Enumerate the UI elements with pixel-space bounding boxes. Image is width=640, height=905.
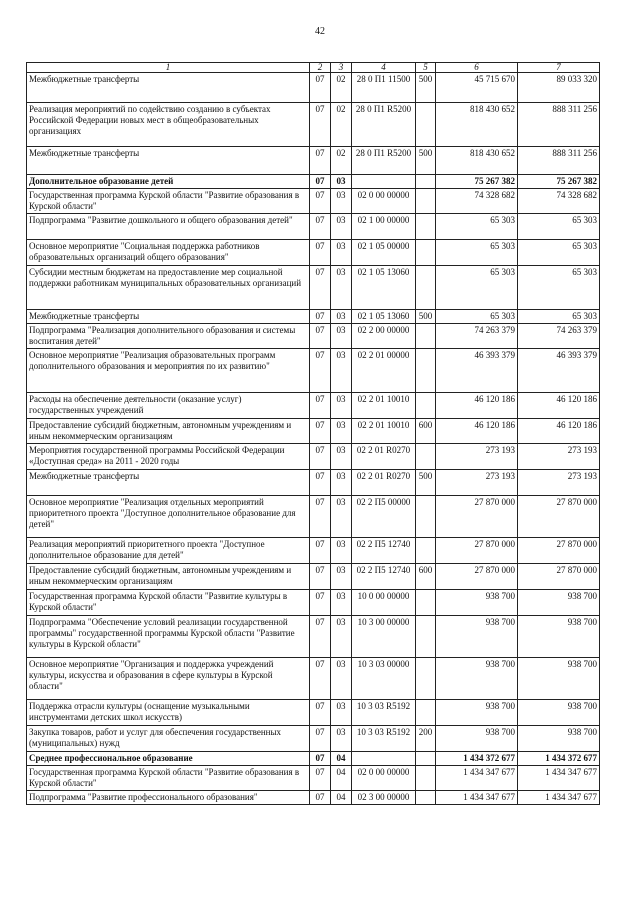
cell-amount-col6: 65 303 <box>436 240 518 266</box>
cell-name: Межбюджетные трансферты <box>27 470 310 496</box>
cell-target-article: 02 1 05 13060 <box>352 266 416 310</box>
cell-amount-col7: 74 263 379 <box>518 324 600 349</box>
table-row <box>27 470 600 496</box>
cell-amount-col7: 938 700 <box>518 726 600 752</box>
cell-amount-col6: 45 715 670 <box>436 73 518 103</box>
cell-target-article: 10 3 00 00000 <box>352 616 416 658</box>
cell-name: Государственная программа Курской области "Развитие образования в Курской области" <box>27 766 310 791</box>
cell-amount-col7: 74 328 682 <box>518 189 600 214</box>
table-row <box>27 700 600 726</box>
table-row <box>27 73 600 103</box>
cell-section: 07 <box>310 419 331 444</box>
table-row <box>27 103 600 147</box>
cell-target-article <box>352 752 416 766</box>
cell-subsection: 03 <box>331 470 352 496</box>
cell-expense-type <box>416 324 436 349</box>
cell-section: 07 <box>310 470 331 496</box>
cell-target-article: 02 0 00 00000 <box>352 189 416 214</box>
cell-amount-col7: 65 303 <box>518 240 600 266</box>
table-row <box>27 240 600 266</box>
cell-target-article <box>352 175 416 189</box>
cell-expense-type: 500 <box>416 147 436 175</box>
cell-name: Среднее профессиональное образование <box>27 752 310 766</box>
cell-expense-type: 500 <box>416 470 436 496</box>
cell-section: 07 <box>310 324 331 349</box>
cell-target-article: 28 0 П1 R5200 <box>352 147 416 175</box>
cell-amount-col6: 273 193 <box>436 470 518 496</box>
cell-expense-type <box>416 791 436 805</box>
cell-subsection: 02 <box>331 73 352 103</box>
cell-amount-col7: 46 120 186 <box>518 393 600 419</box>
cell-expense-type <box>416 189 436 214</box>
cell-expense-type: 500 <box>416 310 436 324</box>
cell-expense-type: 600 <box>416 419 436 444</box>
column-header: 2 <box>310 63 331 73</box>
cell-amount-col6: 27 870 000 <box>436 538 518 564</box>
cell-expense-type: 200 <box>416 726 436 752</box>
table-row <box>27 564 600 590</box>
cell-target-article: 28 0 П1 R5200 <box>352 103 416 147</box>
cell-amount-col7: 46 120 186 <box>518 419 600 444</box>
cell-section: 07 <box>310 726 331 752</box>
cell-name: Основное мероприятие "Реализация образовательных программ дополнительного образования и мероприятия по их развитию" <box>27 349 310 393</box>
budget-table <box>26 62 600 805</box>
cell-amount-col6: 938 700 <box>436 700 518 726</box>
cell-target-article: 10 0 00 00000 <box>352 590 416 616</box>
cell-section: 07 <box>310 658 331 700</box>
cell-subsection: 03 <box>331 700 352 726</box>
cell-amount-col6: 938 700 <box>436 726 518 752</box>
cell-expense-type <box>416 214 436 240</box>
column-header: 4 <box>352 63 416 73</box>
cell-subsection: 03 <box>331 214 352 240</box>
cell-target-article: 02 2 00 00000 <box>352 324 416 349</box>
column-header: 5 <box>416 63 436 73</box>
cell-section: 07 <box>310 147 331 175</box>
column-header: 3 <box>331 63 352 73</box>
cell-expense-type <box>416 752 436 766</box>
cell-subsection: 03 <box>331 175 352 189</box>
column-header: 1 <box>27 63 310 73</box>
cell-amount-col7: 888 311 256 <box>518 147 600 175</box>
cell-amount-col6: 65 303 <box>436 266 518 310</box>
cell-section: 07 <box>310 349 331 393</box>
cell-amount-col6: 938 700 <box>436 658 518 700</box>
cell-subsection: 04 <box>331 791 352 805</box>
cell-subsection: 03 <box>331 726 352 752</box>
cell-target-article: 02 2 П5 12740 <box>352 538 416 564</box>
cell-section: 07 <box>310 103 331 147</box>
cell-section: 07 <box>310 310 331 324</box>
table-row <box>27 496 600 538</box>
cell-target-article: 10 3 03 R5192 <box>352 700 416 726</box>
cell-section: 07 <box>310 266 331 310</box>
cell-target-article: 02 3 00 00000 <box>352 791 416 805</box>
cell-amount-col7: 1 434 347 677 <box>518 766 600 791</box>
cell-subsection: 03 <box>331 444 352 470</box>
cell-amount-col6: 273 193 <box>436 444 518 470</box>
cell-target-article: 02 1 05 00000 <box>352 240 416 266</box>
cell-amount-col6: 938 700 <box>436 616 518 658</box>
cell-subsection: 04 <box>331 752 352 766</box>
cell-target-article: 10 3 03 R5192 <box>352 726 416 752</box>
page-number: 42 <box>315 26 325 37</box>
cell-expense-type: 500 <box>416 73 436 103</box>
cell-amount-col7: 938 700 <box>518 616 600 658</box>
cell-section: 07 <box>310 444 331 470</box>
cell-expense-type <box>416 349 436 393</box>
cell-target-article: 02 2 П5 00000 <box>352 496 416 538</box>
cell-subsection: 03 <box>331 496 352 538</box>
cell-amount-col6: 27 870 000 <box>436 564 518 590</box>
cell-target-article: 02 2 01 R0270 <box>352 470 416 496</box>
cell-expense-type <box>416 175 436 189</box>
cell-section: 07 <box>310 496 331 538</box>
cell-amount-col7: 938 700 <box>518 658 600 700</box>
table-row <box>27 419 600 444</box>
cell-expense-type: 600 <box>416 564 436 590</box>
cell-target-article: 02 2 01 R0270 <box>352 444 416 470</box>
cell-amount-col7: 1 434 347 677 <box>518 791 600 805</box>
cell-subsection: 03 <box>331 189 352 214</box>
cell-subsection: 03 <box>331 564 352 590</box>
cell-name: Реализация мероприятий по содействию созданию в субъектах Российской Федерации новых мест в общеобразовательных организациях <box>27 103 310 147</box>
cell-expense-type <box>416 103 436 147</box>
cell-section: 07 <box>310 189 331 214</box>
table-row <box>27 766 600 791</box>
cell-name: Основное мероприятие "Организация и поддержка учреждений культуры, искусства и образования в сфере культуры в Курской области" <box>27 658 310 700</box>
cell-section: 07 <box>310 564 331 590</box>
cell-amount-col7: 46 393 379 <box>518 349 600 393</box>
table-row <box>27 444 600 470</box>
cell-name: Мероприятия государственной программы Российской Федерации «Доступная среда» на 2011 - 2020 годы <box>27 444 310 470</box>
table-row <box>27 538 600 564</box>
cell-name: Межбюджетные трансферты <box>27 73 310 103</box>
cell-amount-col6: 938 700 <box>436 590 518 616</box>
table-row <box>27 349 600 393</box>
cell-name: Государственная программа Курской области "Развитие образования в Курской области" <box>27 189 310 214</box>
cell-target-article: 02 2 01 10010 <box>352 393 416 419</box>
cell-subsection: 03 <box>331 310 352 324</box>
table-row <box>27 147 600 175</box>
cell-target-article: 02 0 00 00000 <box>352 766 416 791</box>
cell-target-article: 02 2 01 00000 <box>352 349 416 393</box>
cell-name: Закупка товаров, работ и услуг для обеспечения государственных (муниципальных) нужд <box>27 726 310 752</box>
cell-section: 07 <box>310 538 331 564</box>
cell-name: Основное мероприятие "Социальная поддержка работников образовательных организаций общего образования" <box>27 240 310 266</box>
cell-name: Межбюджетные трансферты <box>27 310 310 324</box>
cell-target-article: 02 1 00 00000 <box>352 214 416 240</box>
cell-section: 07 <box>310 240 331 266</box>
cell-expense-type <box>416 616 436 658</box>
cell-amount-col7: 65 303 <box>518 214 600 240</box>
cell-target-article: 02 2 П5 12740 <box>352 564 416 590</box>
cell-subsection: 03 <box>331 266 352 310</box>
cell-amount-col6: 74 328 682 <box>436 189 518 214</box>
cell-name: Предоставление субсидий бюджетным, автономным учреждениям и иным некоммерческим организациям <box>27 419 310 444</box>
cell-subsection: 03 <box>331 393 352 419</box>
table-row <box>27 266 600 310</box>
cell-section: 07 <box>310 616 331 658</box>
cell-amount-col6: 65 303 <box>436 310 518 324</box>
cell-subsection: 03 <box>331 349 352 393</box>
cell-expense-type <box>416 240 436 266</box>
cell-name: Основное мероприятие "Реализация отдельных мероприятий приоритетного проекта "Доступное дополнительное образование для детей" <box>27 496 310 538</box>
cell-name: Подпрограмма "Развитие дошкольного и общего образования детей" <box>27 214 310 240</box>
cell-amount-col6: 27 870 000 <box>436 496 518 538</box>
cell-amount-col6: 1 434 347 677 <box>436 766 518 791</box>
table-row <box>27 393 600 419</box>
cell-subsection: 03 <box>331 538 352 564</box>
table-row <box>27 310 600 324</box>
cell-name: Подпрограмма "Обеспечение условий реализации государственной программы" государственной программы Курской области "Развитие культуры в Курской области" <box>27 616 310 658</box>
cell-amount-col7: 27 870 000 <box>518 538 600 564</box>
table-body <box>27 73 600 805</box>
cell-name: Дополнительное образование детей <box>27 175 310 189</box>
cell-subsection: 02 <box>331 103 352 147</box>
cell-name: Межбюджетные трансферты <box>27 147 310 175</box>
table-row <box>27 324 600 349</box>
cell-amount-col7: 888 311 256 <box>518 103 600 147</box>
table-row <box>27 658 600 700</box>
cell-subsection: 03 <box>331 658 352 700</box>
cell-section: 07 <box>310 73 331 103</box>
cell-amount-col6: 46 393 379 <box>436 349 518 393</box>
cell-subsection: 03 <box>331 419 352 444</box>
column-header: 7 <box>518 63 600 73</box>
table-row <box>27 752 600 766</box>
cell-name: Подпрограмма "Реализация дополнительного образования и системы воспитания детей" <box>27 324 310 349</box>
cell-expense-type <box>416 496 436 538</box>
cell-amount-col7: 27 870 000 <box>518 564 600 590</box>
cell-amount-col6: 46 120 186 <box>436 393 518 419</box>
cell-expense-type <box>416 538 436 564</box>
cell-section: 07 <box>310 175 331 189</box>
cell-amount-col7: 1 434 372 677 <box>518 752 600 766</box>
cell-amount-col7: 65 303 <box>518 310 600 324</box>
table-row <box>27 616 600 658</box>
cell-target-article: 02 1 05 13060 <box>352 310 416 324</box>
cell-subsection: 03 <box>331 324 352 349</box>
cell-amount-col7: 75 267 382 <box>518 175 600 189</box>
table-row <box>27 175 600 189</box>
cell-section: 07 <box>310 214 331 240</box>
cell-section: 07 <box>310 766 331 791</box>
cell-name: Субсидии местным бюджетам на предоставление мер социальной поддержки работникам муниципальных образовательных организаций <box>27 266 310 310</box>
cell-amount-col7: 273 193 <box>518 444 600 470</box>
cell-expense-type <box>416 766 436 791</box>
cell-amount-col7: 27 870 000 <box>518 496 600 538</box>
cell-section: 07 <box>310 752 331 766</box>
cell-expense-type <box>416 590 436 616</box>
cell-amount-col7: 65 303 <box>518 266 600 310</box>
cell-name: Поддержка отрасли культуры (оснащение музыкальными инструментами детских школ искусств) <box>27 700 310 726</box>
cell-amount-col6: 75 267 382 <box>436 175 518 189</box>
cell-amount-col6: 46 120 186 <box>436 419 518 444</box>
cell-subsection: 03 <box>331 240 352 266</box>
table-row <box>27 791 600 805</box>
cell-target-article: 10 3 03 00000 <box>352 658 416 700</box>
cell-subsection: 03 <box>331 590 352 616</box>
cell-target-article: 02 2 01 10010 <box>352 419 416 444</box>
cell-expense-type <box>416 658 436 700</box>
table-header-row <box>27 63 600 73</box>
cell-name: Расходы на обеспечение деятельности (оказание услуг) государственных учреждений <box>27 393 310 419</box>
table-row <box>27 189 600 214</box>
cell-section: 07 <box>310 590 331 616</box>
cell-expense-type <box>416 444 436 470</box>
cell-amount-col7: 273 193 <box>518 470 600 496</box>
cell-name: Реализация мероприятий приоритетного проекта "Доступное дополнительное образование для детей" <box>27 538 310 564</box>
cell-amount-col6: 818 430 652 <box>436 103 518 147</box>
cell-subsection: 02 <box>331 147 352 175</box>
table-row <box>27 590 600 616</box>
cell-amount-col6: 818 430 652 <box>436 147 518 175</box>
cell-amount-col6: 1 434 372 677 <box>436 752 518 766</box>
column-header: 6 <box>436 63 518 73</box>
cell-amount-col7: 938 700 <box>518 590 600 616</box>
cell-amount-col6: 74 263 379 <box>436 324 518 349</box>
cell-name: Подпрограмма "Развитие профессионального образования" <box>27 791 310 805</box>
table-row <box>27 726 600 752</box>
cell-subsection: 03 <box>331 616 352 658</box>
cell-amount-col6: 1 434 347 677 <box>436 791 518 805</box>
cell-subsection: 04 <box>331 766 352 791</box>
cell-section: 07 <box>310 791 331 805</box>
table-row <box>27 214 600 240</box>
cell-amount-col6: 65 303 <box>436 214 518 240</box>
cell-expense-type <box>416 700 436 726</box>
cell-amount-col7: 89 033 320 <box>518 73 600 103</box>
cell-amount-col7: 938 700 <box>518 700 600 726</box>
cell-name: Предоставление субсидий бюджетным, автономным учреждениям и иным некоммерческим организациям <box>27 564 310 590</box>
cell-section: 07 <box>310 393 331 419</box>
cell-name: Государственная программа Курской области "Развитие культуры в Курской области" <box>27 590 310 616</box>
cell-target-article: 28 0 П1 11500 <box>352 73 416 103</box>
cell-section: 07 <box>310 700 331 726</box>
cell-expense-type <box>416 266 436 310</box>
cell-expense-type <box>416 393 436 419</box>
